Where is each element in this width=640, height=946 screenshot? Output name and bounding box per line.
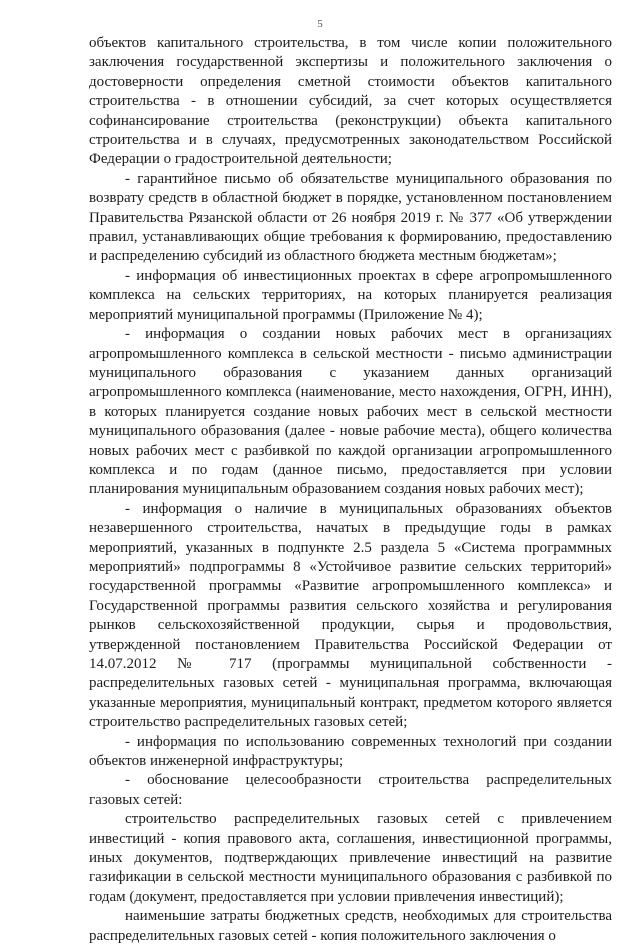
paragraph-new-jobs: - информация о создании новых рабочих мест в организациях агропромышленного комплекса в сельской местности - письмо администрации муниципального образования с указанием данных организаций агропромышленного комплекса (наименование, место нахождения, ОГРН, ИНН), в которых планируется создание новых рабочих мест в сельской местности муниципального образования (далее - новые рабочие места), общего количества новых рабочих мест с разбивкой по каждой организации агропромышленного комплекса и по годам (данное письмо, предоставляется при условии планирования муниципальным образованием создания новых рабочих мест); bbox=[89, 326, 612, 498]
paragraph-guarantee-letter: - гарантийное письмо об обязательстве муниципального образования по возврату средств в областной бюджет в порядке, установленном постановлением Правительства Рязанской области от 26 ноября 2019 г. № 377 «Об утверждении правил, устанавливающих общие требования к формированию, предоставлению и распределению субсидий из областного бюджета местным бюджетам»; bbox=[89, 170, 612, 265]
paragraph-investment-projects: - информация об инвестиционных проектах в сфере агропромышленного комплекса на сельских территориях, на которых планируется реализация мероприятий муниципальной программы (Приложение № 4); bbox=[89, 267, 612, 323]
paragraph-capital-construction: объектов капитального строительства, в том числе копии положительного заключения государственной экспертизы и положительного заключения о достоверности определения сметной стоимости объектов капитального строительства - в отношении субсидий, за счет которых осуществляется софинансирование строительства (реконструкции) объекта капитального строительства и в случаях, предусмотренных законодательством Российской Федерации о градостроительной деятельности; bbox=[89, 35, 612, 168]
paragraph-investment-gas-networks: строительство распределительных газовых сетей с привлечением инвестиций - копия правового акта, соглашения, инвестиционной программы, иных документов, подтверждающих привлечение инвестиций на развитие газификации в сельской местности муниципального образования с разбивкой по годам (документ, предоставляется при условии привлечения инвестиций); bbox=[89, 811, 612, 905]
paragraph-unfinished-construction: - информация о наличие в муниципальных образованиях объектов незавершенного строительства, начатых в предыдущие годы в рамках мероприятий, указанных в подпункте 2.5 раздела 5 «Система программных мероприятий» подпрограммы 8 «Устойчивое развитие сельских территорий» государственной программы «Развитие агропромышленного комплекса» и Государственной программы развития сельского хозяйства и регулирования рынков сельскохозяйственной продукции, сырья и продовольствия, утвержденной постановлением Правительства Российской Федерации от 14.07.2012 № 717 (программы муниципальной собственности - распределительных газовых сетей - муниципальная программа, включающая указанные мероприятия, муниципальный контракт, предметом которого является строительство распределительных газовых сетей; bbox=[89, 500, 612, 731]
page-number: 5 bbox=[317, 18, 323, 30]
paragraph-modern-technologies: - информация по использованию современных технологий при создании объектов инженерной инфраструктуры; bbox=[89, 733, 612, 770]
paragraph-justification: - обоснование целесообразности строительства распределительных газовых сетей: bbox=[89, 772, 612, 808]
document-body bbox=[89, 34, 612, 946]
paragraph-lowest-costs: наименьшие затраты бюджетных средств, необходимых для строительства распределительных газовых сетей - копия положительного заключения о bbox=[89, 908, 612, 944]
